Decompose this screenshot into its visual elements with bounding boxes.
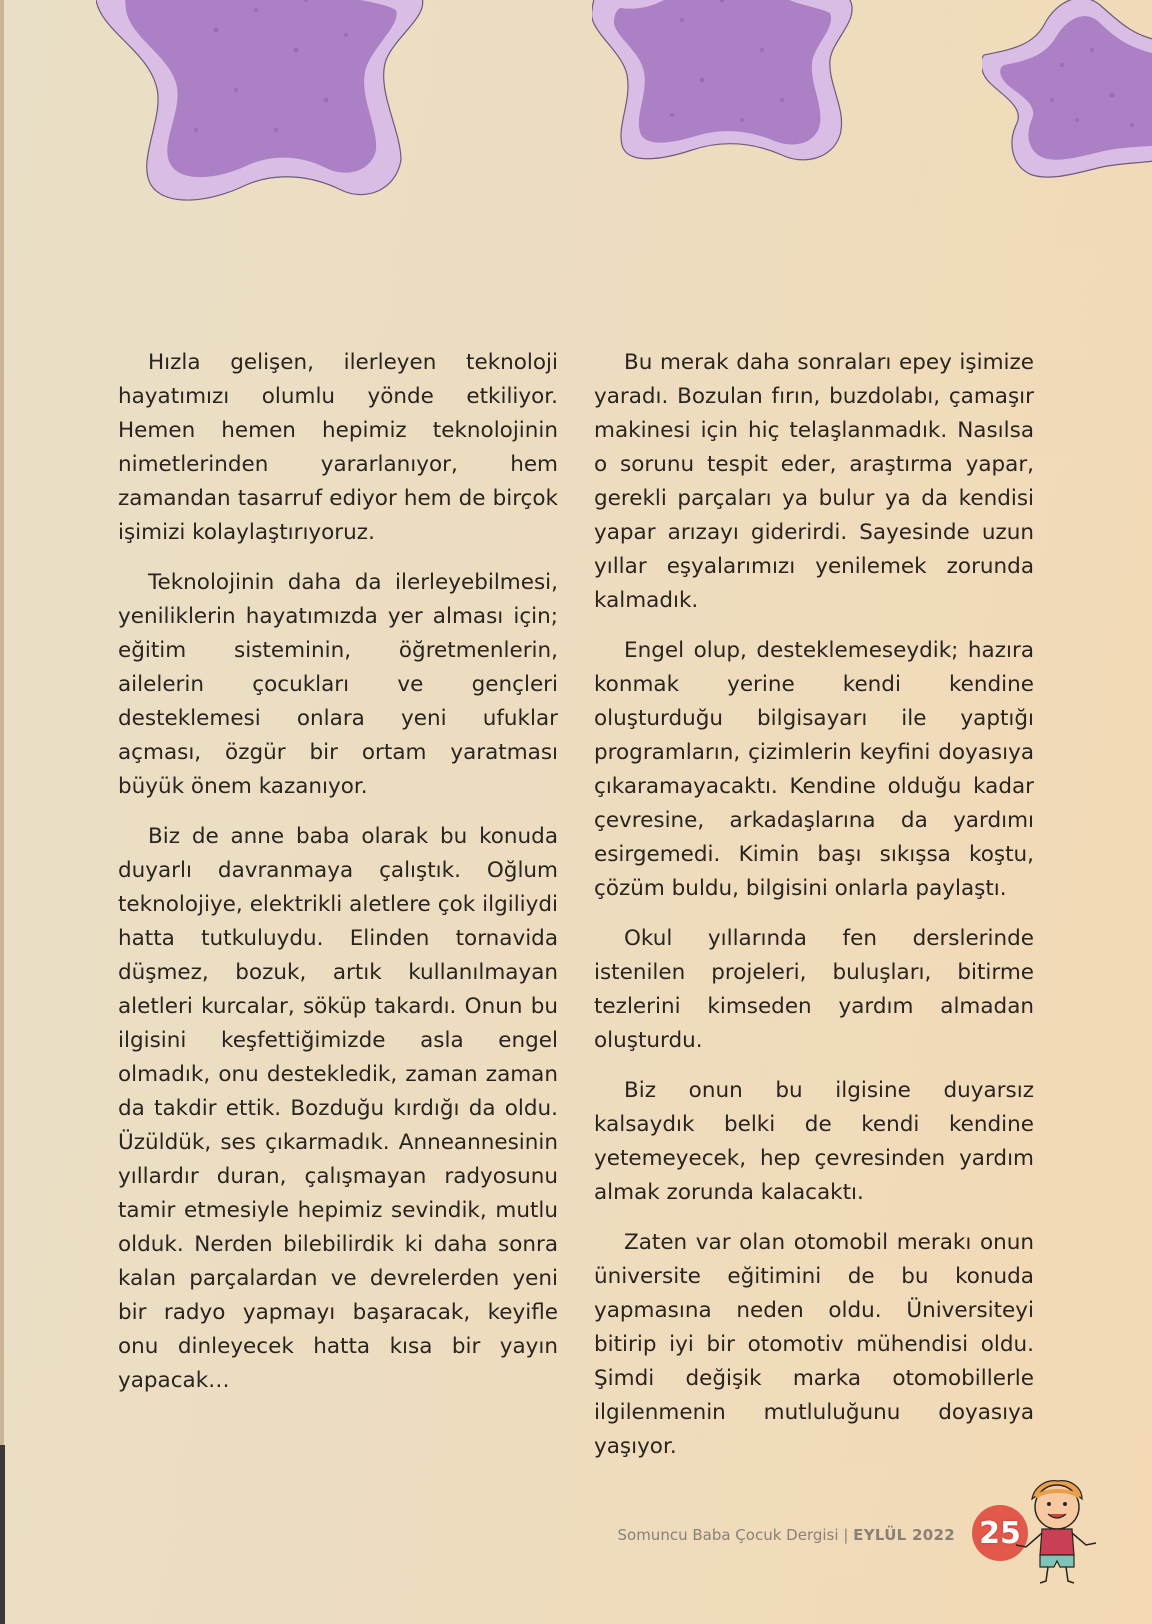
- paragraph: Bu merak daha sonraları epey işimize yaradı. Bozulan fırın, buzdolabı, çamaşır makinesi için hiç telaşlanmadık. Nasılsa o sorunu tespit eder, araştırma yapar, gerekli parçaları ya bulur ya da kendisi yapar arızayı giderirdi. Sayesinde uzun yıllar eşyalarımızı yenilemek zorunda kalmadık.: [594, 350, 1034, 613]
- paragraph: Biz onun bu ilgisine duyarsız kalsaydık belki de kendi kendine yetemeyecek, hep çevresinden yardım almak zorunda kalacaktı.: [594, 1078, 1034, 1205]
- child-mascot-icon: [1016, 1477, 1106, 1587]
- star-icon: [982, 0, 1152, 185]
- page-footer: [618, 1526, 956, 1544]
- right-column: [594, 346, 1034, 1480]
- page-binding-edge: [0, 0, 4, 1624]
- paragraph: Biz de anne baba olarak bu konuda duyarlı davranmaya çalıştık. Oğlum teknolojiye, elektrikli aletlere çok ilgiliydi hatta tutkuluydu. Elinden tornavida düşmez, bozuk, artık kullanılmayan aletleri kurcalar, söküp takardı. Onun bu ilgisini keşfettiğimizde asla engel olmadık, onu destekledik, zaman zaman da takdir ettik. Bozduğu kırdığı da oldu. Üzüldük, ses çıkarmadık. Anneannesinin yıllardır duran, çalışmayan radyosunu tamir etmesiyle hepimiz sevindik, mutlu olduk. Nerden bilebilirdik ki daha sonra kalan parçalardan ve devrelerden yeni bir radyo yapmayı başaracak, keyifle onu dinleyecek hatta kısa bir yayın yapacak…: [118, 824, 558, 1393]
- paragraph: Teknolojinin daha da ilerleyebilmesi, yeniliklerin hayatımızda yer alması için; eğitim sisteminin, öğretmenlerin, ailelerin çocukları ve gençleri desteklemesi onlara yeni ufuklar açması, özgür bir ortam yaratması büyük önem kazanıyor.: [118, 570, 558, 799]
- star-icon: [96, 0, 436, 210]
- page-number: 25: [979, 1515, 1021, 1551]
- footer-separator: |: [843, 1526, 849, 1544]
- article-body: [118, 346, 1034, 1480]
- paragraph: Okul yıllarında fen derslerinde istenilen projeleri, buluşları, bitirme tezlerini kimseden yardım almadan oluşturdu.: [594, 926, 1034, 1053]
- magazine-name: Somuncu Baba Çocuk Dergisi: [617, 1526, 839, 1544]
- left-column: [118, 346, 558, 1480]
- paragraph: Hızla gelişen, ilerleyen teknoloji hayatımızı olumlu yönde etkiliyor. Hemen hemen hepimiz teknolojinin nimetlerinden yararlanıyor, hem zamandan tasarruf ediyor hem de birçok işimizi kolaylaştırıyoruz.: [118, 350, 558, 545]
- issue-date: EYLÜL 2022: [853, 1526, 955, 1544]
- paragraph: Engel olup, desteklemeseydik; hazıra konmak yerine kendi kendine oluşturduğu bilgisayarı ile yaptığı programların, çizimlerin keyfini doyasıya çıkaramayacaktı. Kendine olduğu kadar çevresine, arkadaşlarına da yardımı esirgemedi. Kimin başı sıkışsa koştu, çözüm buldu, bilgisini onlarla paylaştı.: [594, 638, 1034, 901]
- page-binding-shadow: [0, 1445, 5, 1624]
- paragraph: Zaten var olan otomobil merakı onun üniversite eğitimini de bu konuda yapmasına neden oldu. Üniversiteyi bitirip iyi bir otomotiv mühendisi oldu. Şimdi değişik marka otomobillerle ilgilenmenin mutluluğunu doyasıya yaşıyor.: [594, 1230, 1034, 1459]
- star-icon: [592, 0, 862, 170]
